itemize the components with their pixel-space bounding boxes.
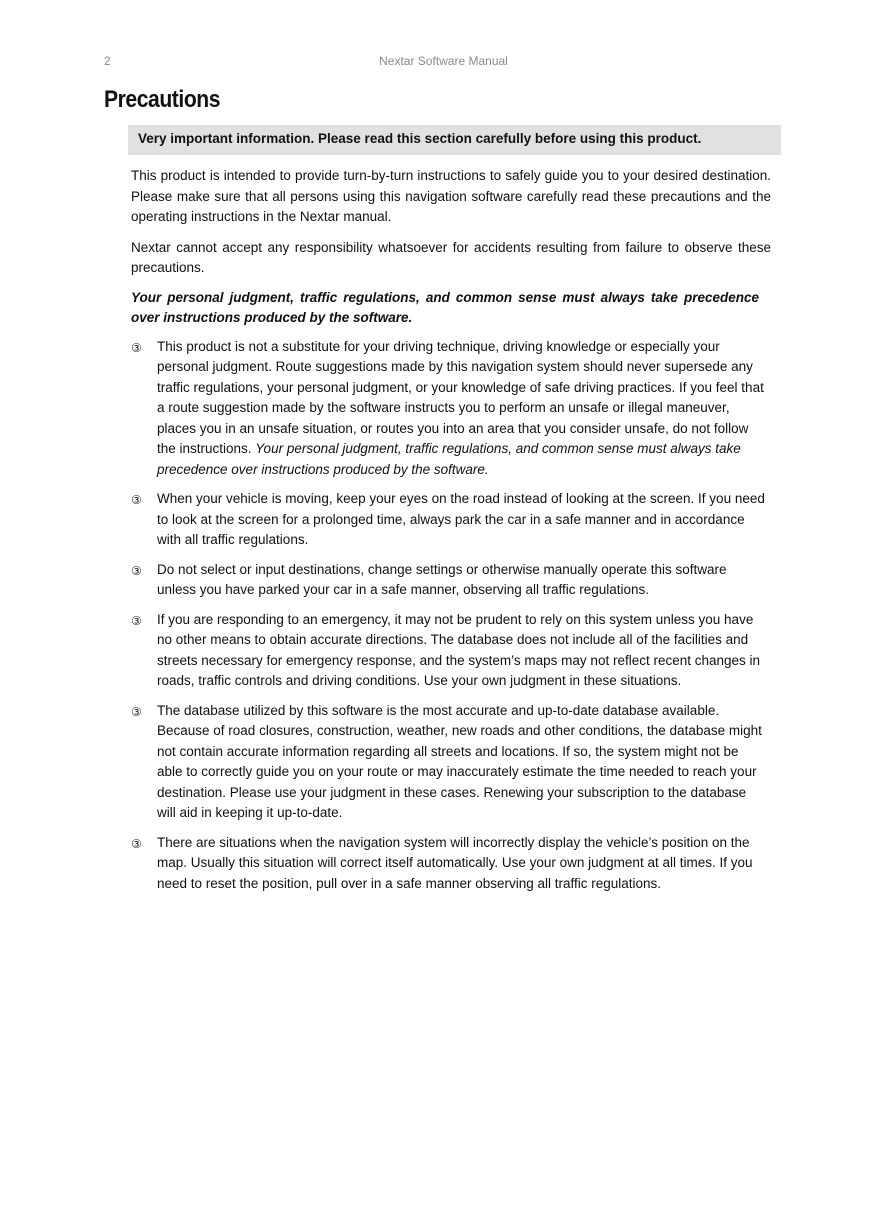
section-title: Precautions: [104, 86, 221, 113]
page-number: 2: [104, 54, 111, 68]
list-item-text: When your vehicle is moving, keep your eyes on the road instead of looking at the screen. If you need to look at the screen for a prolonged time, always park the car in a safe manner and in accordance with all traffic regulations.: [157, 491, 765, 547]
list-item: [131, 337, 765, 481]
list-item-text: This product is not a substitute for your driving technique, driving knowledge or especially your personal judgment. Route suggestions made by this navigation system should never supersede any traffic regulations, your personal judgment, or your knowledge of safe driving practices. If you feel that a route suggestion made by the software instructs you to perform an unsafe or illegal maneuver, places you in an unsafe situation, or routes you into an area that you consider unsafe, do not follow the instructions. Your personal judgment, traffic regulations, and common sense must always take precedence over instructions produced by the software.: [157, 338, 764, 477]
list-item-text: Do not select or input destinations, change settings or otherwise manually operate this software unless you have parked your car in a safe manner, observing all traffic regulations.: [157, 561, 727, 597]
bullet-marker: ③: [131, 836, 142, 851]
intro-paragraph: This product is intended to provide turn-by-turn instructions to safely guide you to your desired destination. Please make sure that all persons using this navigation software carefully read these precautions and the operating instructions in the Nextar manual.: [131, 168, 771, 224]
list-item: [131, 833, 765, 895]
list-item-text: There are situations when the navigation system will incorrectly display the vehicle’s position on the map. Usually this situation will correct itself automatically. Use your own judgment at all times. If you need to reset the position, pull over in a safe manner observing all traffic regulations.: [157, 834, 753, 891]
bullet-marker: ③: [131, 704, 142, 719]
bullet-marker: ③: [131, 493, 142, 507]
list-item: [131, 701, 765, 824]
intro-paragraph: Nextar cannot accept any responsibility whatsoever for accidents resulting from failure to observe these precautions.: [131, 239, 771, 275]
list-item: [131, 560, 765, 601]
list-item: [131, 610, 765, 692]
running-header: Nextar Software Manual: [379, 54, 508, 68]
list-item: [131, 489, 765, 551]
precautions-list: [131, 337, 771, 895]
section-content: [131, 125, 771, 903]
emphasis-statement: Your personal judgment, traffic regulations, and common sense must always take precedence over instructions produced by the software.: [131, 289, 759, 325]
list-item-text: The database utilized by this software is the most accurate and up-to-date database available. Because of road closures, construction, weather, new roads and other conditions, the database might not contain accurate information regarding all streets and locations. If so, the system might not be able to correctly guide you on your route or may inaccurately estimate the time needed to reach your destination. Please use your judgment in these cases. Renewing your subscription to the database will aid in keeping it up-to-date.: [157, 702, 762, 820]
bullet-marker: ③: [131, 563, 142, 578]
important-notice: Very important information. Please read this section carefully before using this product.: [128, 125, 781, 155]
list-item-text: If you are responding to an emergency, it may not be prudent to rely on this system unless you have no other means to obtain accurate directions. The database does not include all of the facilities and streets necessary for emergency response, and the system’s maps may not reflect recent changes in roads, traffic controls and driving conditions. Use your own judgment in these situations.: [157, 611, 761, 688]
bullet-marker: ③: [131, 340, 142, 355]
list-item-italic-text: Your personal judgment, traffic regulations, and common sense must always take precedence over instructions produced by the software.: [157, 441, 741, 477]
bullet-marker: ③: [131, 613, 142, 628]
